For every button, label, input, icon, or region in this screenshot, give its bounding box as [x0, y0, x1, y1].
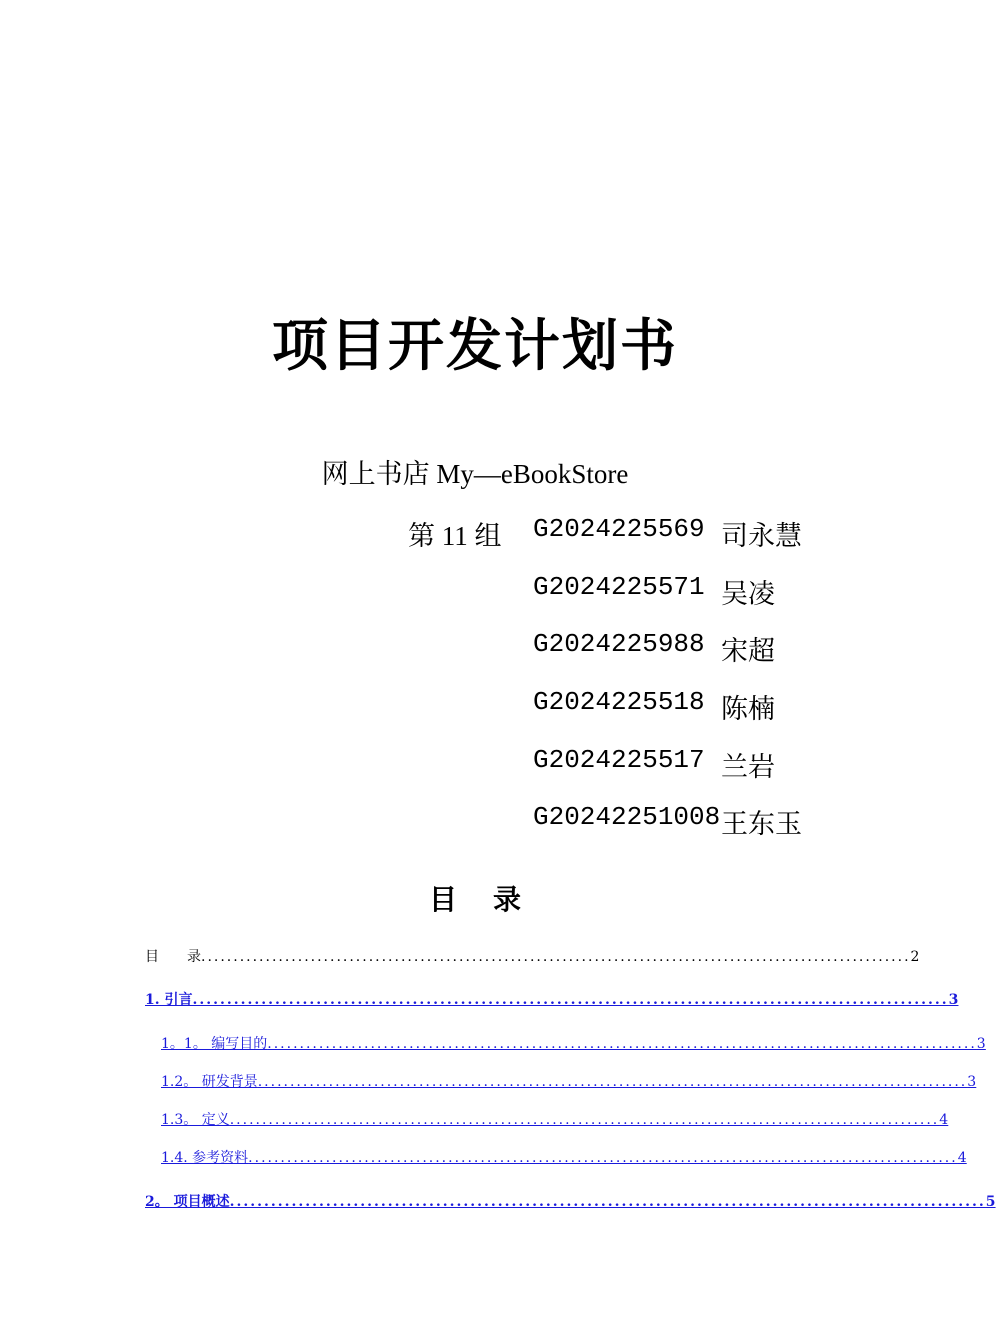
member-name: 吴凌: [721, 579, 775, 609]
member-id: G2024225569: [533, 514, 705, 544]
member-name: 宋超: [721, 636, 775, 666]
member-row: [0, 687, 950, 723]
member-id: G2024225571: [533, 572, 705, 602]
member-id: G2024225517: [533, 745, 705, 775]
toc-entry-page: 2: [910, 949, 920, 965]
toc-entry-label: 1。1。 编写目的: [161, 1036, 268, 1052]
toc-link[interactable]: [161, 1071, 977, 1093]
member-row: [0, 572, 950, 608]
toc-link[interactable]: [161, 1109, 949, 1131]
member-row: [0, 802, 950, 838]
member-name: 陈楠: [721, 694, 775, 724]
member-id: G2024225988: [533, 629, 705, 659]
toc-link[interactable]: [161, 1033, 986, 1055]
toc-entry-label: 1.4. 参考资料: [161, 1150, 249, 1166]
toc-entry: [145, 946, 920, 968]
group-label: 第 11 组: [408, 521, 502, 551]
member-id: G2024225518: [533, 687, 705, 717]
toc-leader: ..............................................................................................................: [229, 1112, 940, 1128]
toc-entry-label: 2。 项目概述: [145, 1194, 230, 1210]
toc-heading: [0, 878, 950, 918]
member-row: [0, 745, 950, 781]
toc-leader: ..............................................................................................................: [257, 1074, 968, 1090]
toc-entry-page: 4: [957, 1150, 967, 1166]
toc-link[interactable]: [161, 1147, 967, 1169]
toc-leader: ..............................................................................................................: [248, 1150, 958, 1166]
toc-entry-label: 目 录: [145, 949, 201, 965]
member-name: 司永慧: [721, 521, 802, 551]
toc-entry-page: 3: [976, 1036, 986, 1052]
toc-entry-page: 3: [948, 992, 959, 1008]
document-title: 项目开发计划书: [272, 314, 678, 379]
toc-entry-label: 1.3。 定义: [161, 1112, 230, 1128]
member-name: 兰岩: [721, 752, 775, 782]
toc-leader: ..............................................................................................................: [192, 992, 949, 1008]
member-id: G20242251008: [533, 802, 721, 832]
member-row: [0, 629, 950, 665]
toc-entry-label: 1. 引言: [145, 992, 193, 1008]
toc-leader: ..............................................................................................................: [229, 1194, 986, 1210]
toc-link[interactable]: [145, 1191, 996, 1213]
toc-leader: ..............................................................................................................: [267, 1036, 977, 1052]
toc-entry-page: 4: [939, 1112, 949, 1128]
document-subtitle: 网上书店 My—eBookStore: [321, 459, 629, 489]
toc-entry-label: 1.2。 研发背景: [161, 1074, 258, 1090]
toc-heading-char: 录: [493, 883, 522, 916]
toc-entry-page: 3: [967, 1074, 977, 1090]
toc-heading-char: 目: [428, 883, 457, 916]
member-row: [0, 514, 950, 550]
toc-link[interactable]: [145, 989, 959, 1011]
member-name: 王东玉: [721, 809, 802, 839]
toc-leader: ..............................................................................................................: [201, 949, 911, 965]
toc-entry-page: 5: [985, 1194, 996, 1210]
